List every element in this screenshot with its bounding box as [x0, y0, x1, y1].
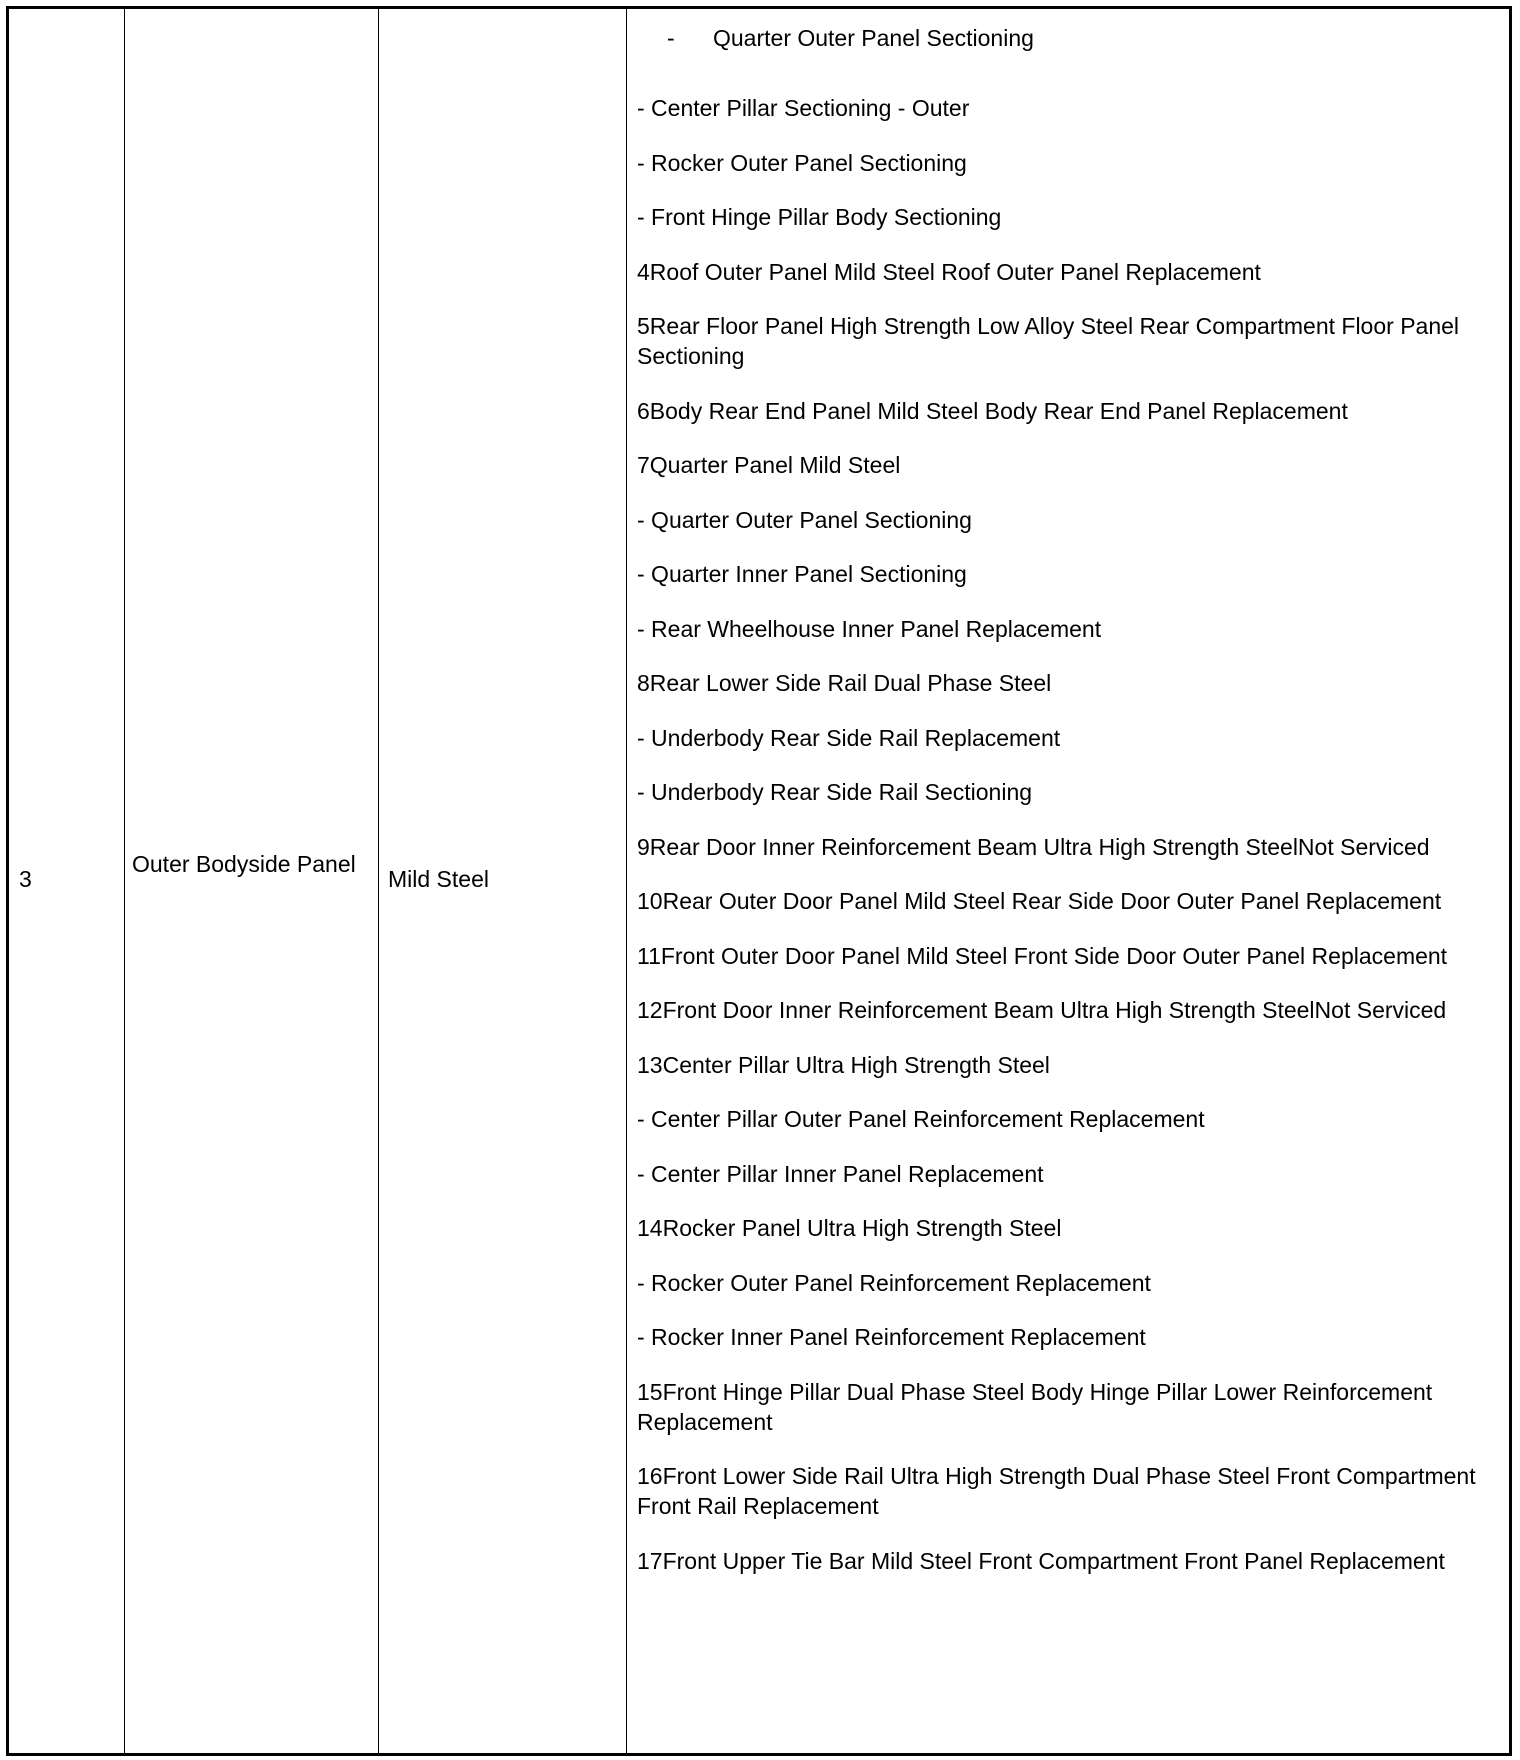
procedure-item: 17Front Upper Tie Bar Mild Steel Front Compartment Front Panel Replacement: [637, 1547, 1445, 1574]
procedure-item: - Underbody Rear Side Rail Replacement: [637, 724, 1061, 751]
procedure-item: - Quarter Outer Panel Sectioning: [667, 25, 1034, 51]
procedure-item: 11Front Outer Door Panel Mild Steel Front Side Door Outer Panel Replacement: [637, 942, 1448, 969]
procedure-item: 4Roof Outer Panel Mild Steel Roof Outer Panel Replacement: [637, 258, 1261, 285]
procedure-item: 6Body Rear End Panel Mild Steel Body Rear End Panel Replacement: [637, 397, 1348, 424]
procedure-item: - Underbody Rear Side Rail Sectioning: [637, 779, 1033, 805]
procedure-item: 7Quarter Panel Mild Steel: [637, 452, 901, 478]
procedure-item: 10Rear Outer Door Panel Mild Steel Rear Side Door Outer Panel Replacement: [637, 888, 1442, 914]
row-number: 3: [19, 866, 32, 892]
procedure-item: 9Rear Door Inner Reinforcement Beam Ultra High Strength SteelNot Serviced: [637, 833, 1430, 860]
procedure-item: - Rear Wheelhouse Inner Panel Replacement: [637, 615, 1102, 642]
procedure-item: 5Rear Floor Panel High Strength Low Alloy Steel Rear Compartment Floor Panel Sectioning: [637, 313, 1460, 369]
procedure-item: 16Front Lower Side Rail Ultra High Strength Dual Phase Steel Front Compartment Front Rail Replacement: [637, 1463, 1476, 1519]
procedure-item: 13Center Pillar Ultra High Strength Steel: [637, 1051, 1050, 1078]
procedure-item: 15Front Hinge Pillar Dual Phase Steel Body Hinge Pillar Lower Reinforcement Replacement: [637, 1378, 1433, 1435]
document-table: [6, 6, 1512, 1756]
procedure-item: - Center Pillar Sectioning - Outer: [637, 95, 970, 121]
procedure-item: - Rocker Inner Panel Reinforcement Replacement: [637, 1324, 1146, 1350]
procedure-item: 12Front Door Inner Reinforcement Beam Ultra High Strength SteelNot Serviced: [637, 997, 1447, 1023]
procedure-item: - Center Pillar Outer Panel Reinforcement Replacement: [637, 1106, 1205, 1132]
procedure-item: - Quarter Outer Panel Sectioning: [637, 506, 972, 533]
material: Mild Steel: [388, 866, 489, 892]
procedure-list: [637, 23, 1487, 1600]
procedure-item: - Front Hinge Pillar Body Sectioning: [637, 204, 1002, 230]
procedure-item: - Quarter Inner Panel Sectioning: [637, 561, 967, 587]
procedure-item: - Rocker Outer Panel Reinforcement Replacement: [637, 1269, 1151, 1296]
panel-name: Outer Bodyside Panel: [132, 851, 356, 877]
procedure-item: 14Rocker Panel Ultra High Strength Steel: [637, 1215, 1062, 1241]
procedure-item: - Rocker Outer Panel Sectioning: [637, 149, 967, 176]
procedure-item: 8Rear Lower Side Rail Dual Phase Steel: [637, 670, 1052, 696]
panel-name-column: [125, 9, 379, 1753]
procedure-item: - Center Pillar Inner Panel Replacement: [637, 1160, 1044, 1187]
